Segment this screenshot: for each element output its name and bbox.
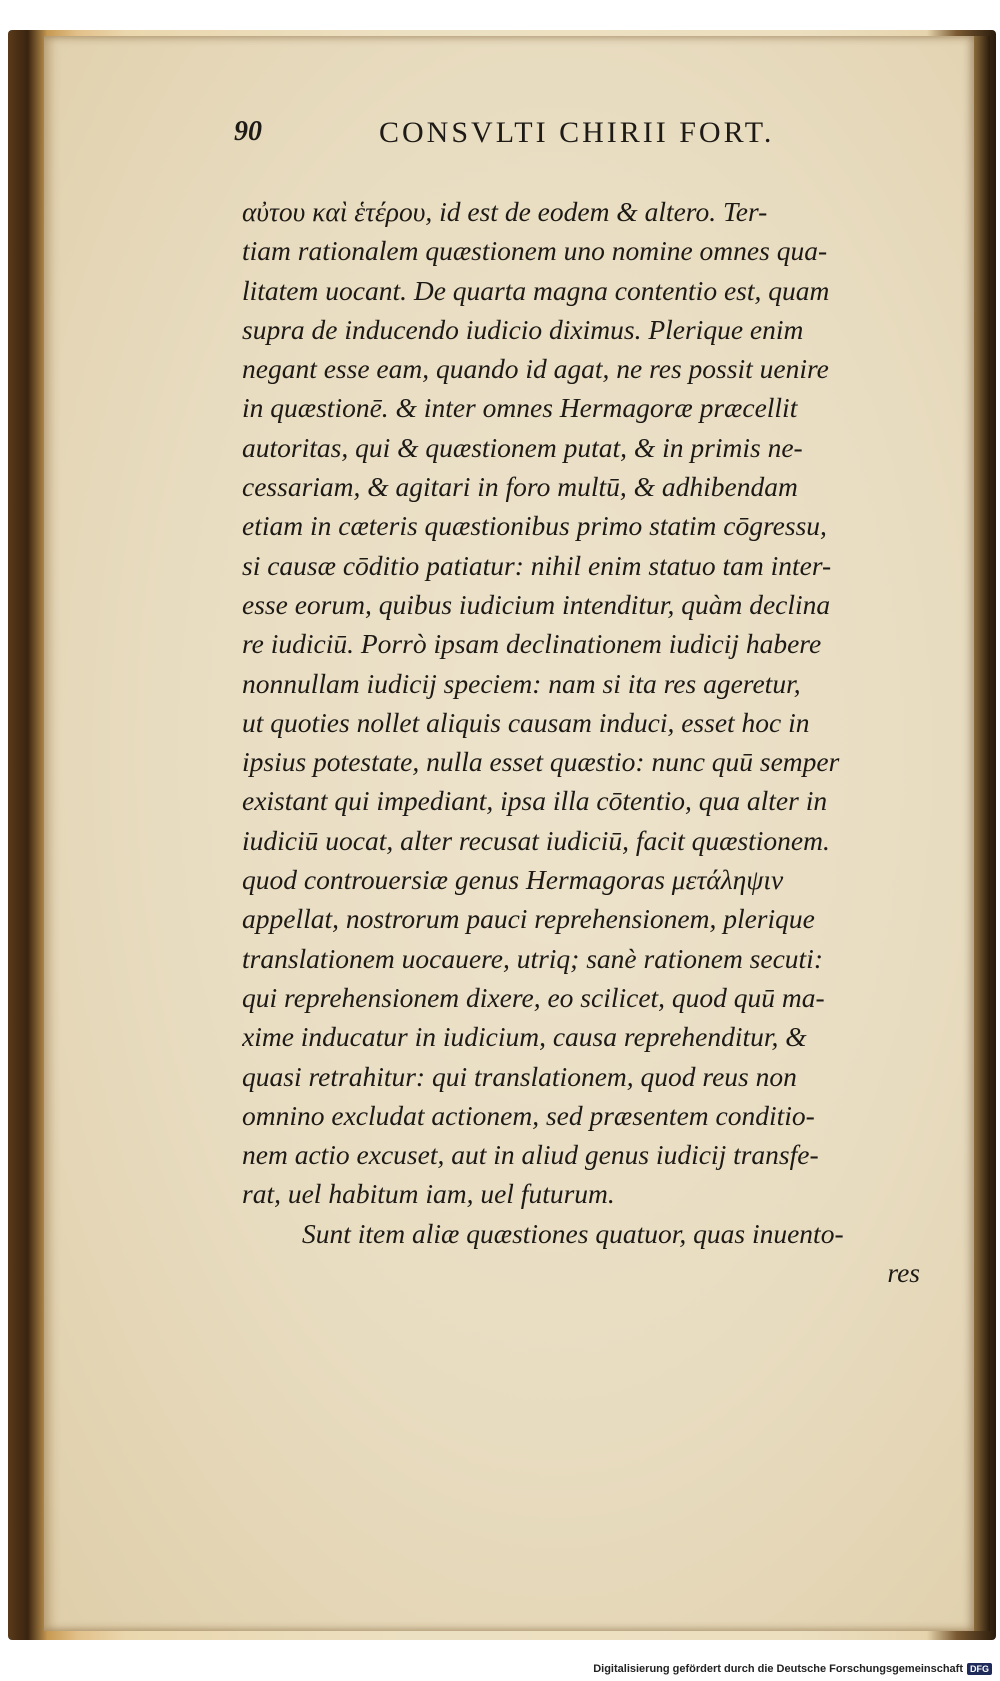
text-line: re iudiciū. Porrò ipsam declinationem iudicij habere [242,628,822,660]
text-line: in quæstionē. & inter omnes Hermagoræ præcellit [242,392,798,424]
text-line: litatem uocant. De quarta magna contentio est, quam [242,274,830,306]
text-line: negant esse eam, quando id agat, ne res possit uenire [242,353,829,385]
credit-text: Digitalisierung gefördert durch die Deutsche Forschungsgemeinschaft [593,1663,963,1675]
text-line: nem actio excuset, aut in aliud genus iudicij transfe- [242,1139,819,1171]
text-line: etiam in cæteris quæstionibus primo statim cōgressu, [242,510,827,542]
text-line: nonnullam iudicij speciem: nam si ita res ageretur, [242,667,801,699]
page-number: 90 [234,116,262,147]
text-line: iudiciū uocat, alter recusat iudiciū, facit quæstionem. [242,824,830,856]
text-line: appellat, nostrorum pauci reprehensionem, plerique [242,903,815,935]
text-line: quod controuersiæ genus Hermagoras μετάληψιν [242,864,784,896]
page-edge-shadow [974,36,990,1631]
text-line: qui reprehensionem dixere, eo scilicet, quod quū ma- [242,981,825,1013]
text-line: xime inducatur in iudicium, causa reprehenditur, & [242,1021,807,1053]
text-line: supra de inducendo iudicio diximus. Plerique enim [242,313,804,345]
paragraph-start-line: Sunt item aliæ quæstiones quatuor, quas inuento- [302,1217,844,1249]
text-line: quasi retrahitur: qui translationem, quod reus non [242,1060,797,1092]
running-head [194,116,954,152]
text-line: esse eorum, quibus iudicium intenditur, quàm declina [242,588,831,620]
text-line: existant qui impediant, ipsa illa cōtentio, qua alter in [242,785,828,817]
text-line: si causæ cōditio patiatur: nihil enim statuo tam inter- [242,549,832,581]
running-head-title: CONSVLTI CHIRII FORT. [379,116,775,149]
text-block [242,192,942,1292]
text-line: rat, uel habitum iam, uel futurum. [242,1178,615,1210]
text-line: translationem uocauere, utriq; sanè rationem secuti: [242,942,823,974]
dfg-logo: DFG [967,1663,992,1675]
catchword: res [887,1257,920,1289]
text-line: αὐτου καὶ ἑτέρου, id est de eodem & altero. Ter- [242,196,768,227]
digitization-credit [593,1663,992,1675]
text-line: omnino excludat actionem, sed præsentem conditio- [242,1099,815,1131]
text-line: cessariam, & agitari in foro multū, & adhibendam [242,471,798,503]
text-line: ipsius potestate, nulla esset quæstio: nunc quū semper [242,746,840,778]
text-line: tiam rationalem quæstionem uno nomine omnes qua- [242,235,828,267]
text-line: autoritas, qui & quæstionem putat, & in primis ne- [242,431,803,463]
book-page [44,36,974,1631]
text-line: ut quoties nollet aliquis causam induci, esset hoc in [242,706,810,738]
